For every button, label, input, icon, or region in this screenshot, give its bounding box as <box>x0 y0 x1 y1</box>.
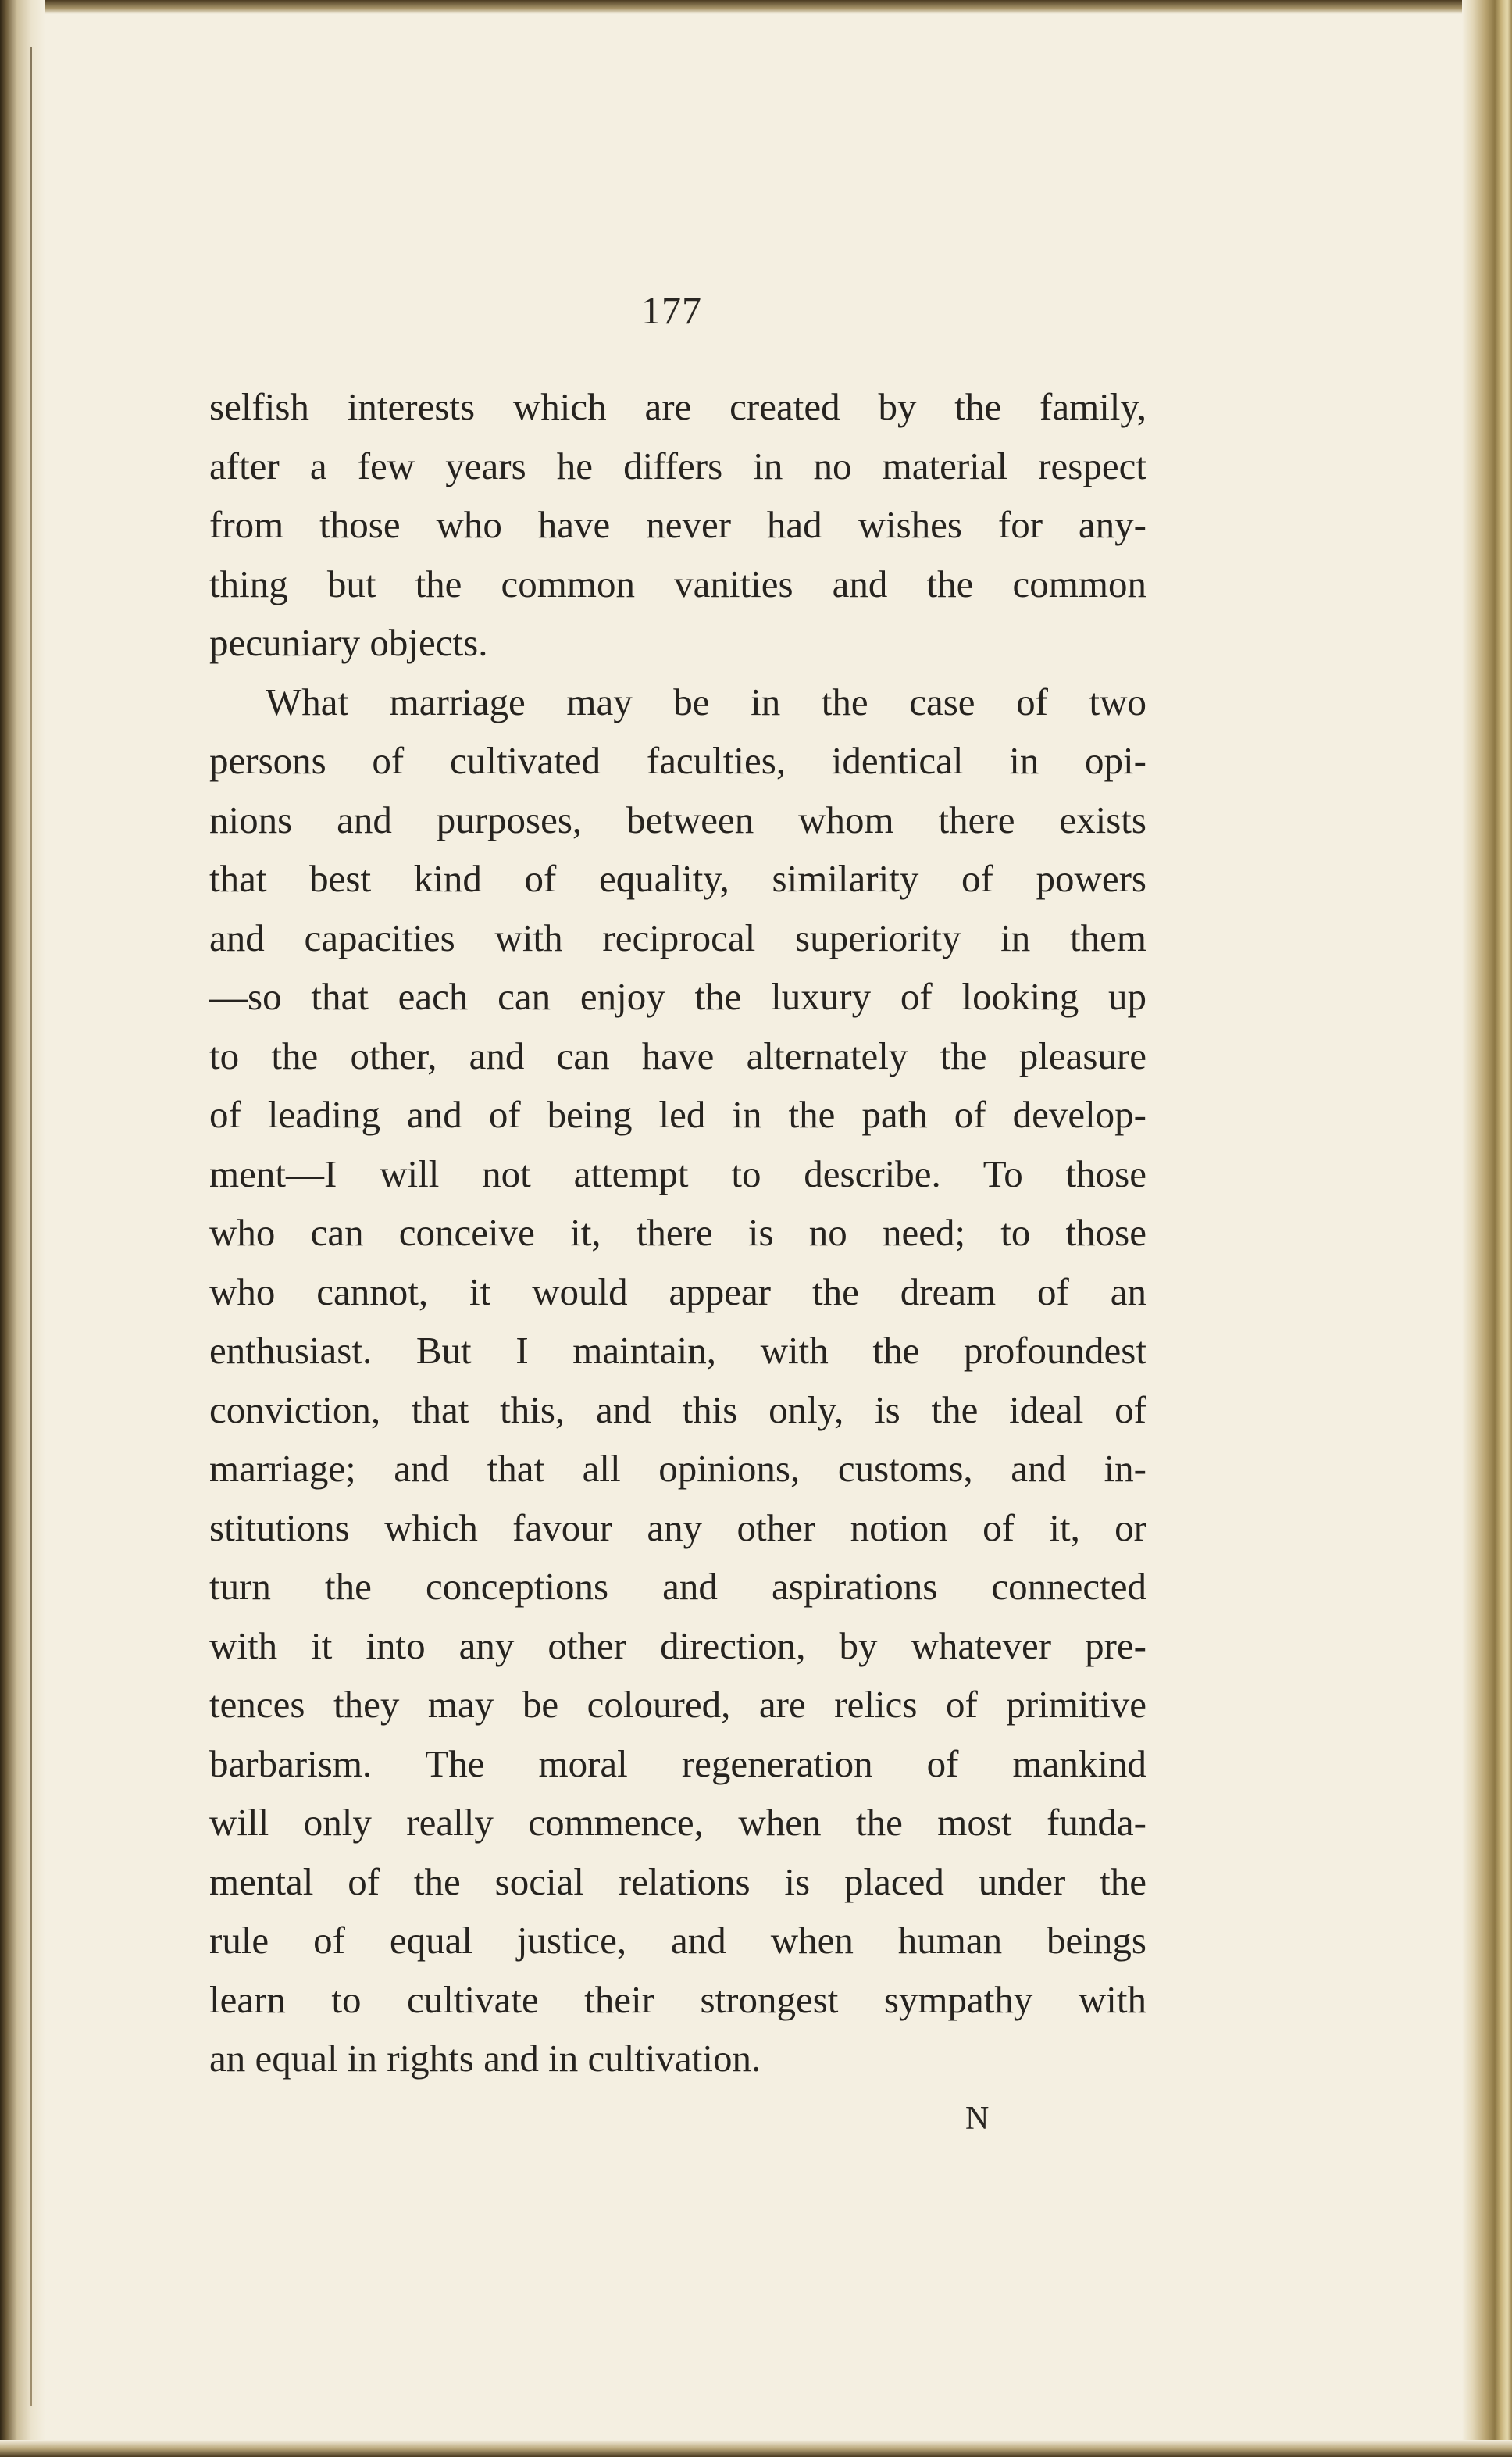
body-text <box>209 377 1146 2088</box>
text-line: enthusiast. But I maintain, with the profoundest <box>209 1329 1146 1372</box>
binding-gutter-line <box>30 47 32 2406</box>
text-line: who cannot, it would appear the dream of an <box>209 1270 1146 1313</box>
text-line: after a few years he differs in no material respect <box>209 444 1146 487</box>
text-line: barbarism. The moral regeneration of mankind <box>209 1741 1146 1785</box>
text-line: marriage; and that all opinions, customs, and in- <box>209 1447 1146 1490</box>
text-line-paragraph-end: an equal in rights and in cultivation. <box>209 2037 761 2080</box>
text-line: turn the conceptions and aspirations connected <box>209 1565 1146 1608</box>
text-line: to the other, and can have alternately the pleasure <box>209 1034 1146 1077</box>
text-line: and capacities with reciprocal superiority in them <box>209 916 1146 959</box>
signature-mark: N <box>965 2101 990 2137</box>
text-line: —so that each can enjoy the luxury of looking up <box>209 975 1146 1018</box>
text-line-paragraph-start: What marriage may be in the case of two <box>266 680 1146 723</box>
text-line: of leading and of being led in the path of develop- <box>209 1093 1146 1136</box>
text-line: rule of equal justice, and when human beings <box>209 1919 1146 1962</box>
text-line: with it into any other direction, by whatever pre- <box>209 1623 1146 1667</box>
text-line-paragraph-end: pecuniary objects. <box>209 621 488 664</box>
text-line: nions and purposes, between whom there exists <box>209 798 1146 841</box>
text-line: learn to cultivate their strongest sympathy with <box>209 1977 1146 2021</box>
text-line: will only really commence, when the most funda- <box>209 1801 1146 1844</box>
text-line: thing but the common vanities and the common <box>209 562 1146 605</box>
page-binding-edge <box>0 0 45 2457</box>
text-line: from those who have never had wishes for any- <box>209 503 1146 546</box>
text-line: that best kind of equality, similarity of powers <box>209 857 1146 900</box>
text-line: conviction, that this, and this only, is the ideal of <box>209 1387 1146 1431</box>
page-top-edge <box>0 0 1512 14</box>
text-line: persons of cultivated faculties, identical in opi- <box>209 739 1146 782</box>
text-line: who can conceive it, there is no need; to those <box>209 1211 1146 1254</box>
text-line: tences they may be coloured, are relics of primitive <box>209 1683 1146 1726</box>
text-line: mental of the social relations is placed under the <box>209 1859 1146 1903</box>
page-fore-edge <box>1462 0 1512 2457</box>
text-line: ment—I will not attempt to describe. To those <box>209 1152 1146 1195</box>
text-line: selfish interests which are created by the family, <box>209 385 1146 428</box>
page-number: 177 <box>641 288 702 332</box>
text-line: stitutions which favour any other notion of it, or <box>209 1505 1146 1549</box>
page-bottom-edge <box>0 2440 1512 2457</box>
